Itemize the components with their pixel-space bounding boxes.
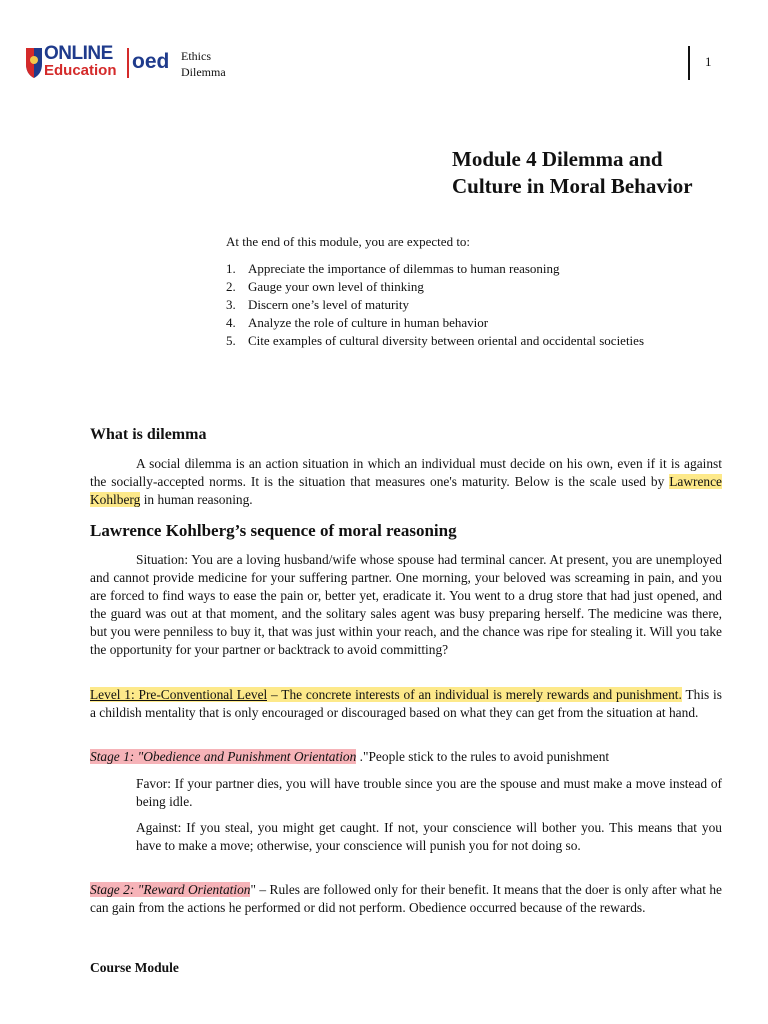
logo-divider [127, 48, 129, 78]
objective-item [226, 278, 696, 296]
objectives-list [226, 260, 696, 350]
module-title [452, 146, 752, 200]
stage2-paragraph [90, 881, 722, 917]
module-title-line1: Module 4 Dilemma and [452, 147, 663, 171]
what-is-dilemma-heading: What is dilemma [90, 426, 207, 443]
objective-number: 1. [226, 261, 236, 276]
objective-number: 4. [226, 315, 236, 330]
paragraph-text: A social dilemma is an action situation in which an individual must decide on his own, even if it is against the socially-accepted norms. It is the situation that measures one's maturity. Below is the scale used by [90, 456, 722, 489]
objective-number: 3. [226, 297, 236, 312]
stage2-description: " – Rules are followed only for their benefit. It means that the doer is only after what he can gain from the actions he performed or did not perform. Obedience occurred because of the rewards. [90, 882, 722, 915]
stage1-description: ."People stick to the rules to avoid punishment [356, 749, 610, 764]
header-subject-line2: Dilemma [181, 65, 226, 79]
module-title-line2: Culture in Moral Behavior [452, 174, 693, 198]
kohlberg-highlight: Lawrence Kohlberg [90, 474, 722, 507]
level1-paragraph [90, 686, 722, 722]
logo-online-text: ONLINE [44, 43, 113, 64]
shield-icon [24, 46, 44, 80]
objective-text: Analyze the role of culture in human behavior [248, 315, 489, 330]
stage2-label: Stage 2: "Reward Orientation [90, 882, 251, 897]
stage1-favor: Favor: If your partner dies, you will have trouble since you are the spouse and must make a move instead of being idle. [136, 776, 722, 809]
objective-item [226, 260, 696, 278]
situation-paragraph: Situation: You are a loving husband/wife whose spouse had terminal cancer. At present, you are unemployed and cannot provide medicine for your suffering partner. One morning, your beloved was screaming in pain, and you are forced to find ways to ease the pain or, better yet, eradicate it. You went to a drug store that had just opened, and the guard was out at that moment, and the solitary sales agent was busy preparing herself. The medicine was there, but you were penniless to buy it, that was just within your reach, and the chance was ripe for stealing it. Will you take the opportunity for your partner or backtrack to avoid committing? [90, 552, 722, 657]
level1-description: This is a childish mentality that is only encouraged or discouraged based on what they can get from the situation at hand. [90, 687, 722, 720]
objective-item [226, 332, 696, 350]
logo-oed-text: oed [132, 50, 170, 73]
paragraph-text: in human reasoning. [140, 492, 253, 507]
header-subject [181, 48, 226, 80]
objectives-intro: At the end of this module, you are expected to: [226, 234, 471, 249]
footer-course-module: Course Module [90, 960, 179, 975]
page-number: 1 [705, 54, 712, 69]
kohlberg-heading: Lawrence Kohlberg’s sequence of moral reasoning [90, 521, 457, 540]
objective-item [226, 314, 696, 332]
objective-item [226, 296, 696, 314]
objective-text: Discern one’s level of maturity [248, 297, 410, 312]
level1-highlight: – The concrete interests of an individual is merely rewards and punishment. [267, 687, 682, 702]
objective-text: Appreciate the importance of dilemmas to human reasoning [248, 261, 560, 276]
stage1-against: Against: If you steal, you might get caught. If not, your conscience will bother you. This means that you have to make a move; otherwise, your conscience will punish you for not doing so. [136, 820, 722, 853]
header-divider [688, 46, 690, 80]
logo-education-text: Education [44, 62, 117, 79]
level1-label: Level 1: Pre-Conventional Level [90, 687, 268, 702]
oed-logo [24, 44, 174, 84]
stage1-label: Stage 1: "Obedience and Punishment Orientation [90, 749, 357, 764]
stage1-paragraph [90, 748, 722, 766]
what-is-dilemma-paragraph [90, 455, 722, 509]
objective-text: Gauge your own level of thinking [248, 279, 424, 294]
objective-text: Cite examples of cultural diversity between oriental and occidental societies [248, 333, 644, 348]
objective-number: 5. [226, 333, 236, 348]
objective-number: 2. [226, 279, 236, 294]
header-subject-line1: Ethics [181, 49, 211, 63]
